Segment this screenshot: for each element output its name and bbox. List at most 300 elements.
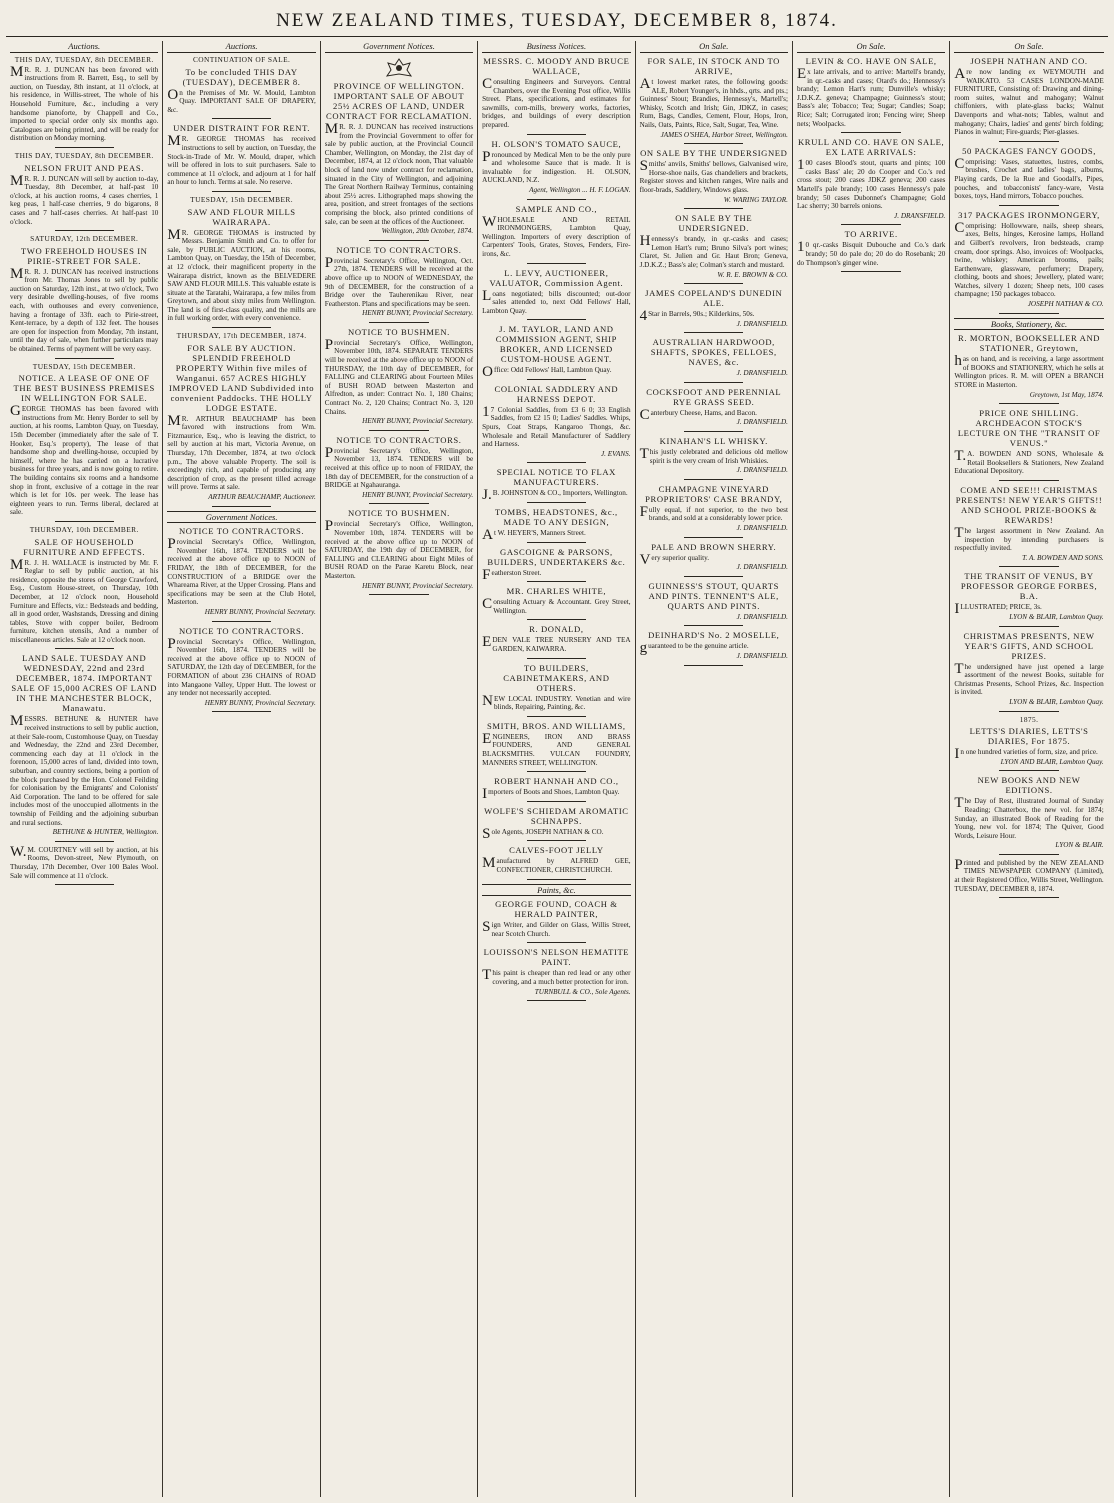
column-2	[163, 41, 320, 1497]
dateline: TUESDAY, 15th DECEMBER.	[32, 361, 136, 371]
advertisement	[640, 56, 788, 139]
ad-body: Sole Agents, JOSEPH NATHAN & CO.	[482, 825, 604, 842]
divider	[684, 382, 743, 383]
ad-body: MR. GEORGE THOMAS is instructed by Messrs. Benjamin Smith and Co. to offer for sale, by PUBLIC AUCTION, at his rooms, Lambton Quay, on Tuesday, the 15th of December, at 12 o'clock, their magnificent property in the Wairarapa district, known as the BELVEDERE SAW AND FLOUR MILLS. This valuable estate is situate at the Taratahi, Wairarapa, a few miles from Greytown, and about sixty miles from Wellington. The land is of first-class quality, and the mills are in full working order, with every convenience.	[167, 226, 316, 323]
column-heading: Auctions.	[167, 41, 315, 53]
advertisement	[167, 123, 315, 187]
divider	[999, 403, 1059, 404]
advertisement	[482, 721, 630, 767]
divider	[55, 884, 114, 885]
advertisement	[482, 663, 630, 712]
ad-body: At lowest market rates, the following goods: ALE, Robert Younger's, in hhds., qrts. and pts.; Guinness' Stout; Brandies, Hennessy's, Martell's; Whisky, Scotch and Irish; Gin, JDKZ, in cases; Rum, Bags, Candles, Cement, Flour, Hops, Iron, Nails, Oats, Paints, Rice, Salt, Sugar, Tea, Wine.	[639, 76, 788, 129]
headline: NOTICE TO CONTRACTORS.	[336, 244, 462, 255]
headline: 50 PACKAGES FANCY GOODS,	[962, 145, 1097, 156]
ad-signature: J. DRANSFIELD.	[736, 652, 788, 660]
ad-signature: HENRY BUNNY, Provincial Secretary.	[204, 607, 316, 616]
advertisement	[482, 384, 630, 459]
ad-signature: J. DRANSFIELD.	[736, 612, 788, 621]
divider	[527, 581, 586, 582]
ad-body: Provincial Secretary's Office, Wellington, November 16th, 1874. TENDERS will be received at the above office up to NOON of SATURDAY, the 12th day of DECEMBER, for the FORMATION of about 236 CHAINS of ROAD into Mangaone Valley, Upper Hutt. The lowest or any tender not necessarily accepted.	[167, 635, 316, 698]
headline: MR. CHARLES WHITE,	[506, 586, 607, 597]
dateline: 1875.	[1019, 714, 1039, 724]
ad-signature: Wellington, 20th October, 1874.	[381, 227, 474, 236]
ad-body: Are now landing ex WEYMOUTH and WAIKATO. 53 CASES LONDON-MADE FURNITURE, Consisting of: Drawing and dining-room suites, walnut and mahogany; Walnut chiffoniers, with plate-glass backs; Walnut Davenports and what-nots; Tables, walnut and mahogany; Chairs, ladies' and gents' birch folding; Pianos in walnut; Fire-guards; Pier-glasses.	[954, 66, 1104, 137]
advertisement	[954, 631, 1103, 707]
headline: R. DONALD,	[529, 624, 584, 635]
headline: COCKSFOOT AND PERENNIAL RYE GRASS SEED.	[646, 386, 782, 407]
divider	[369, 503, 428, 504]
ad-body: Provincial Secretary's Office, Wellington, November 10th, 1874. SEPARATE TENDERS will be received at the above office up to NOON of THURSDAY, the 10th day of DECEMBER, for FALLING and CLEARING about Fourteen Miles of BUSH ROAD between Masterton and Alfredton, as under: Contract No. 1, 180 Chains; Contract No. 2, 120 Chains; Contract No. 3, 120 Chains.	[324, 336, 474, 416]
divider	[527, 542, 586, 543]
column-heading: Government Notices.	[325, 41, 473, 53]
dateline: THURSDAY, 17th DECEMBER, 1874.	[176, 331, 307, 341]
divider	[212, 506, 271, 507]
advertisement	[640, 213, 788, 279]
advertisement	[482, 204, 630, 259]
ad-body: This justly celebrated and delicious old mellow spirit is the very cream of Irish Whiskies.	[639, 446, 788, 465]
headline: 317 PACKAGES IRONMONGERY,	[958, 209, 1100, 220]
divider	[55, 521, 114, 522]
divider	[55, 230, 114, 231]
divider	[527, 771, 586, 772]
headline: SAMPLE AND CO.,	[515, 203, 598, 214]
divider	[841, 271, 900, 272]
advertisement	[482, 899, 630, 938]
headline: MESSRS. C. MOODY AND BRUCE WALLACE,	[483, 56, 630, 76]
headline: To be concluded THIS DAY (TUESDAY), DECEMBER 8.	[182, 66, 301, 87]
ad-signature: J. DRANSFIELD.	[736, 369, 788, 378]
headline: AUSTRALIAN HARDWOOD, SHAFTS, SPOKES, FELLOES, NAVES, &c.	[650, 337, 777, 368]
ad-body: Featherston Street.	[482, 566, 542, 583]
headline: NOTICE TO CONTRACTORS.	[179, 625, 305, 636]
advertisement	[797, 56, 945, 128]
headline: LAND SALE. TUESDAY AND WEDNESDAY, 22nd and 23rd DECEMBER, 1874. IMPORTANT SALE OF 15,000 ACRES OF LAND IN THE MANCHESTER BLOCK, Manawatu.	[11, 653, 158, 714]
ad-body: GEORGE THOMAS has been favored with instructions from Mr. Henry Border to sell by auction, at his rooms, Lambton Quay, on Tuesday, 15th December (immediately after the sale of T. Hooker, Esq.'s property), The lease of that handsome shop and dwelling-house, occupied by himself, where he has carried on a lucrative business for three years, and is now going to retire. The building contains six rooms and a handsome shop in front, exclusive of a cottage in the rear which is let for 10s. per week. The lease has eighteen years to run. Terms liberal, declared at sale.	[10, 403, 159, 517]
masthead-rule	[6, 36, 1108, 37]
headline: NOTICE TO BUSHMEN.	[348, 508, 450, 519]
headline: PROVINCE OF WELLINGTON. IMPORTANT SALE OF ABOUT 25½ ACRES OF LAND, UNDER CONTRACT FOR RECLAMATION.	[326, 81, 472, 121]
headline: NOTICE. A LEASE OF ONE OF THE BEST BUSINESS PREMISES IN WELLINGTON FOR SALE.	[13, 373, 155, 404]
headline: COME AND SEE!!! CHRISTMAS PRESENTS! NEW YEAR'S GIFTS!! AND SCHOOL PRIZE-BOOKS & REWARDS!	[955, 485, 1103, 525]
divider	[212, 191, 271, 192]
headline: CHAMPAGNE VINEYARD PROPRIETORS' CASE BRANDY,	[645, 483, 783, 504]
divider	[527, 658, 586, 659]
advertisement	[954, 856, 1104, 893]
headline: R. MORTON, BOOKSELLER AND STATIONER, Greytown,	[958, 333, 1101, 354]
headline: TOMBS, HEADSTONES, &c., MADE TO ANY DESIGN,	[494, 507, 618, 528]
advertisement	[954, 485, 1103, 562]
divider	[999, 711, 1059, 712]
divider	[684, 431, 743, 432]
headline: TO ARRIVE.	[844, 229, 898, 240]
section-heading: Paints, &c.	[482, 884, 630, 897]
advertisement	[954, 775, 1103, 850]
headline: DEINHARD'S No. 2 MOSELLE,	[648, 630, 780, 641]
ad-body: MESSRS. BETHUNE & HUNTER have received instructions to sell by public auction, at their Sale-room, Customhouse Quay, on Tuesday and Wednesday, the 22nd and 23rd December, commencing each day at 11 o'clock in the forenoon, 15,000 acres of land, divided into town, suburban, and country sections, being a portion of the block purchased by the Hon. Colonel Feilding for colonisation by the Emigrants' and Colonists' Aid Corporation. The land to be offered for sale includes most of the unoccupied allotments in the township of Feilding and the adjoining suburban and rural sections.	[10, 713, 159, 827]
advertisement	[10, 653, 158, 836]
ad-body: Very superior quality.	[639, 551, 710, 568]
ad-body: EDEN VALE TREE NURSERY AND TEA GARDEN, KAIWARRA.	[482, 634, 631, 653]
ad-body: Provincial Secretary's Office, Wellington, November 16th, 1874. TENDERS will be received at the above office up to NOON of FRIDAY, the 18th of DECEMBER, for the CONSTRUCTION of a BRIDGE over the Whareama River, at the Upper Crossing. Plans and specifications may be seen at the Club Hotel, Masterton.	[167, 536, 316, 607]
advertisement	[167, 332, 315, 502]
headline: SAW AND FLOUR MILLS WAIRARAPA.	[187, 206, 296, 227]
divider	[684, 625, 743, 626]
advertisement	[482, 467, 630, 504]
divider	[369, 322, 428, 323]
headline: THE TRANSIT OF VENUS, BY PROFESSOR GEORGE FORBES, B.A.	[960, 571, 1098, 602]
ad-body: MR. GEORGE THOMAS has received instructions to sell by auction, on Tuesday, the Stock-in-Trade of Mr. W. Mould, draper, which will be offered in lots to suit purchasers. Sale to commence at 11 o'clock, and adjourn at 1 for half an hour to lunch. Terms at sale. No reserve.	[167, 133, 316, 187]
dateline: THIS DAY, TUESDAY, 8th DECEMBER.	[14, 55, 154, 64]
ad-signature: BETHUNE & HUNTER, Wellington.	[52, 828, 159, 837]
ad-signature: HENRY BUNNY, Provincial Secretary.	[362, 581, 474, 590]
ad-body: MR. ARTHUR BEAUCHAMP has been favored with instructions from Wm. Fitzmaurice, Esq., who is leaving the district, to sell by auction at his mart, Victoria Avenue, on Thursday, 17th December, 1874, at two o'clock p.m., The above valuable Property. The soil is exceedingly rich, and capable of producing any description of crop, as the present tilled acreage will prove. Terms at sale.	[167, 412, 316, 492]
headline: GUINNESS'S STOUT, QUARTS AND PINTS. TENNENT'S ALE, QUARTS AND PINTS.	[648, 580, 779, 611]
advertisement	[482, 776, 630, 803]
ad-body: MR. R. J. DUNCAN has received instructions from Mr. Thomas Jones to sell by public auction on Saturday, 12th inst., at two o'clock, Two very desirable dwelling-houses, of five rooms each, with outhouses and every convenience, having a frontage of 33ft. each to Pirie-street, Kent-terrace, by a depth of 132 feet. The houses are open for inspection from Monday, 7th instant, until the day of sale, when further particulars may be obtained. Terms of payment will be very easy.	[10, 265, 159, 354]
advertisement	[482, 947, 630, 996]
ad-body: At W. HEYER'S, Manners Street.	[482, 527, 586, 544]
ad-body: Provincial Secretary's Office, Wellington, Oct. 27th, 1874. TENDERS will be received at the above office up to NOON of WEDNESDAY, the 9th of DECEMBER, for the construction of a Bridge over the Tauherenikau River, near Featherston. Plans and specifications may be seen.	[324, 254, 474, 308]
ad-signature: HENRY BUNNY, Provincial Secretary.	[362, 309, 474, 318]
divider	[999, 205, 1059, 206]
ad-body: MR. R. J. DUNCAN has been favored with instructions from R. Barrett, Esq., to sell by auction, on Tuesday, 8th instant, at 11 o'clock, at his residence, in Willis-street, The whole of his Household Furniture, &c., including a very handsome pianoforte, by Chappell and Co., imported to special order only six months ago. Catalogues are being printed, and will be ready for distribution on Monday morning.	[10, 63, 159, 143]
ad-body: Provincial Secretary's Office, Wellington, November 10th, 1874. TENDERS will be received at the above office up to NOON of SATURDAY, the 19th day of DECEMBER, for FALLING and CLEARING about Eight Miles of BUSH ROAD on the Parae Karetu Block, near Masterton.	[324, 518, 474, 580]
ad-body: Printed and published by the NEW ZEALAND TIMES NEWSPAPER COMPANY (Limited), at their Registered Office, Willis Street, Wellington. TUESDAY, DECEMBER 8, 1874.	[954, 856, 1104, 893]
ad-signature: JAMES O'SHEA, Harbor Street, Wellington.	[660, 130, 788, 139]
divider	[212, 118, 271, 119]
ad-body: guaranteed to be the genuine article.	[639, 640, 749, 657]
column-heading: Business Notices.	[482, 41, 630, 53]
divider	[999, 854, 1059, 855]
divider	[369, 430, 428, 431]
divider	[527, 379, 586, 380]
divider	[684, 332, 743, 333]
column-heading: On Sale.	[954, 41, 1103, 53]
ad-body: Canterbury Cheese, Hams, and Bacon.	[639, 406, 757, 423]
headline: NOTICE TO CONTRACTORS.	[336, 434, 462, 445]
ad-body: The undersigned have just opened a large assortment of the newest Books, suitable for Christmas Presents, School Prizes, &c. Inspection is invited.	[954, 660, 1104, 697]
ad-body: W.M. COURTNEY will sell by auction, at his Rooms, Devon-street, New Plymouth, on Thursday, 17th December, Over 100 Bales Wool. Sale will commence at 11 o'clock.	[10, 843, 159, 880]
ad-body: Loans negotiated; bills discounted; out-door sales attended to, next Odd Fellows' Hall, Lambton Quay.	[482, 287, 631, 315]
ad-body: Fully equal, if not superior, to the two best brands, and sold at a considerably lower price.	[639, 503, 788, 523]
ad-signature: J. EVANS.	[600, 449, 631, 458]
divider	[212, 621, 271, 622]
headline: SPECIAL NOTICE TO FLAX MANUFACTURERS.	[496, 467, 616, 488]
advertisement	[954, 716, 1103, 767]
ad-signature: LYON & BLAIR.	[1055, 841, 1104, 850]
headline: LEVIN & CO. HAVE ON SALE,	[805, 56, 937, 66]
ad-body: 4Star in Barrels, 90s.; Kilderkins, 50s.	[639, 308, 755, 325]
divider	[369, 240, 428, 241]
divider	[684, 537, 743, 538]
divider	[527, 1000, 586, 1001]
ad-signature: Greytown, 1st May, 1874.	[1029, 390, 1104, 399]
headline: GEORGE FOUND, COACH & HERALD PAINTER,	[495, 899, 618, 920]
column-4	[478, 41, 635, 1497]
advertisement	[640, 288, 788, 328]
divider	[841, 132, 900, 133]
divider	[527, 716, 586, 717]
ad-body: MR. R. J. DUNCAN has received instructions from the Provincial Government to offer for sale by public auction, at the Provincial Council Chamber, Wellington, on Monday, the 21st day of December, 1874, at 12 o'clock noon, That valuable block of land now under contract for reclamation, situated in the City of Wellington, and adjoining The Great Northern Railway Terminus, containing about 25½ acres. Lithographed maps showing the area, position, and street frontages of the sections comprising the block, also printed conditions of sale, can be seen at the offices of the Auctioneer.	[324, 121, 474, 226]
advertisement	[640, 542, 788, 572]
advertisement	[640, 436, 788, 475]
divider	[527, 263, 586, 264]
advertisement	[10, 526, 158, 645]
columns	[6, 41, 1108, 1497]
divider	[212, 327, 271, 328]
advertisement	[325, 327, 473, 426]
headline: TO BUILDERS, CABINETMAKERS, AND OTHERS.	[503, 662, 610, 693]
ad-signature: HENRY BUNNY, Provincial Secretary.	[362, 417, 474, 426]
ad-signature: J. DRANSFIELD.	[736, 466, 788, 475]
headline: PRICE ONE SHILLING. ARCHDEACON STOCK'S LECTURE ON THE "TRANSIT OF VENUS."	[957, 408, 1101, 449]
divider	[527, 619, 586, 620]
column-heading: On Sale.	[640, 41, 788, 53]
ad-signature: HENRY BUNNY, Provincial Secretary.	[362, 490, 474, 499]
divider	[999, 480, 1059, 481]
divider	[684, 283, 743, 284]
ad-body: Provincial Secretary's Office, Wellington, November 13, 1874. TENDERS will be received at this office up to noon of FRIDAY, the 18th day of DECEMBER, for the construction of a BRIDGE at Ngahauranga.	[324, 444, 474, 490]
headline: H. OLSON'S TOMATO SAUCE,	[491, 138, 622, 149]
headline: L. LEVY, AUCTIONEER, VALUATOR, Commission Agent.	[489, 267, 624, 288]
ad-signature: J. DRANSFIELD.	[736, 319, 788, 328]
divider	[369, 594, 428, 595]
advertisement	[325, 245, 473, 318]
advertisement	[10, 363, 158, 517]
divider	[999, 566, 1059, 567]
headline: JAMES COPELAND'S DUNEDIN ALE.	[645, 288, 783, 309]
advertisement	[482, 56, 630, 130]
column-6	[793, 41, 950, 1497]
royal-crest-icon	[384, 57, 414, 79]
ad-body: Importers of Boots and Shoes, Lambton Quay.	[482, 786, 620, 803]
advertisement	[482, 324, 630, 381]
dateline: CONTINUATION OF SALE.	[192, 55, 291, 64]
ad-body: Ex late arrivals, and to arrive: Martell's brandy, in qr.-casks and cases; Otard's do.; Hennessy's brandy; Lemon Hart's rum; Dunville's whisky; J.D.K.Z. geneva; Champagne; Guinness's stout; Bass's ale; Tobacco; Tea; Sugar; Candles; Soap; Rice; Salt; Corrugated iron; Fencing wire; Sheep nets; Woolpacks.	[796, 66, 946, 128]
divider	[684, 208, 743, 209]
headline: CALVES-FOOT JELLY	[509, 845, 604, 856]
headline: NOTICE TO CONTRACTORS.	[179, 526, 305, 537]
advertisement	[482, 586, 630, 615]
section-heading: Books, Stationery, &c.	[954, 318, 1103, 331]
divider	[527, 199, 586, 200]
headline: WOLFE'S SCHIEDAM AROMATIC SCHNAPPS.	[484, 805, 629, 826]
headline: GASCOIGNE & PARSONS, BUILDERS, UNDERTAKERS &c.	[487, 546, 626, 567]
ad-signature: J. DRANSFIELD.	[736, 418, 788, 427]
headline: NEW BOOKS AND NEW EDITIONS.	[977, 775, 1081, 796]
advertisement	[954, 56, 1103, 137]
column-5	[636, 41, 793, 1497]
advertisement	[325, 508, 473, 590]
advertisement	[167, 526, 315, 616]
headline: FOR SALE BY AUCTION. SPLENDID FREEHOLD PROPERTY Within five miles of Wanganui. 657 ACRES HIGHLY IMPROVED LAND Subdivided into convenient Paddocks. THE HOLLY LODGE ESTATE.	[169, 342, 315, 413]
ad-body: Hennessy's brandy, in qr.-casks and cases; Lemon Hart's rum; Bruno Silva's port wines; Claret, St. Julien and Gr. Haut Bron; Geneva, J.D.K.Z.; Bass's ale; Colman's starch and mustard.	[639, 233, 788, 269]
ad-body: T.A. BOWDEN AND SONS, Wholesale & Retail Booksellers & Stationers, New Zealand Educational Depository.	[954, 448, 1104, 476]
ad-signature: W. R. E. BROWN & CO.	[717, 270, 788, 279]
column-1	[6, 41, 163, 1497]
advertisement	[482, 845, 630, 874]
headline: J. M. TAYLOR, LAND AND COMMISSION AGENT, SHIP BROKER, AND LICENSED CUSTOM-HOUSE AGENT.	[495, 324, 617, 365]
ad-body: ILLUSTRATED; PRICE, 3s.	[954, 601, 1042, 618]
ad-signature: JOSEPH NATHAN & CO.	[1027, 300, 1104, 309]
ad-signature: J. DRANSFIELD.	[894, 211, 946, 220]
advertisement	[797, 229, 945, 267]
advertisement	[482, 546, 630, 583]
column-3	[321, 41, 478, 1497]
ad-body: Manufactured by ALFRED GEE, CONFECTIONER, CHRISTCHURCH.	[482, 855, 631, 874]
divider	[527, 462, 586, 463]
divider	[684, 143, 743, 144]
ad-body: WHOLESALE AND RETAIL IRONMONGERS, Lambton Quay, Wellington. Importers of every description of Carpenters' Tools, Grates, Stoves, Fenders, Fire-irons, &c.	[482, 213, 631, 258]
divider	[212, 711, 271, 712]
advertisement	[797, 137, 945, 220]
divider	[684, 576, 743, 577]
divider	[527, 502, 586, 503]
advertisement	[954, 146, 1103, 201]
dateline: TUESDAY, 15th DECEMBER.	[190, 194, 293, 204]
headline: SALE OF HOUSEHOLD FURNITURE AND EFFECTS.	[23, 536, 146, 557]
divider	[684, 665, 743, 666]
headline: KINAHAN'S LL WHISKY.	[659, 436, 768, 447]
headline: SMITH, BROS. AND WILLIAMS,	[487, 720, 626, 731]
divider	[684, 479, 743, 480]
divider	[999, 313, 1059, 314]
headline: UNDER DISTRAINT FOR RENT.	[173, 123, 311, 134]
divider	[999, 897, 1059, 898]
ad-signature: LYON AND BLAIR, Lambton Quay.	[1000, 757, 1104, 766]
divider	[55, 648, 114, 649]
masthead: NEW ZEALAND TIMES, TUESDAY, DECEMBER 8, 1874.	[276, 10, 838, 31]
divider	[527, 134, 586, 135]
headline: LOUISSON'S NELSON HEMATITE PAINT.	[483, 947, 630, 968]
advertisement	[167, 56, 315, 114]
divider	[999, 141, 1059, 142]
ad-body: On the Premises of Mr. W. Mould, Lambton Quay. IMPORTANT SALE OF DRAPERY, &c.	[167, 86, 316, 114]
ad-signature: LYON & BLAIR, Lambton Quay.	[1009, 612, 1104, 621]
divider	[527, 879, 586, 880]
ad-body: Comprising: Vases, statuettes, lustres, combs, brushes, Crochet and ladies' bags, albums, Playing cards, De la Rue and Goodall's, Pipes, pouches, and tobacconists' fancy-ware, Vesta boxes, toys, Hand mirrors, Tobacco pouches.	[954, 155, 1104, 201]
ad-signature: J. DRANSFIELD.	[736, 524, 788, 533]
dateline: THIS DAY, TUESDAY, 8th DECEMBER.	[14, 150, 154, 160]
ad-body: The Day of Rest, illustrated Journal of Sunday Reading; Chatterbox, the new vol. for 1874; Sunday, an illustrated Book of Reading for the Young, new vol. for 1874; The Quiver, Good Words, Leisure Hour.	[954, 795, 1104, 840]
dateline: SATURDAY, 12th DECEMBER.	[30, 234, 139, 244]
advertisement	[640, 337, 788, 378]
headline: FOR SALE, IN STOCK AND TO ARRIVE,	[647, 56, 780, 76]
ad-signature: ARTHUR BEAUCHAMP, Auctioneer.	[208, 493, 316, 501]
ad-body: Smiths' anvils, Smiths' bellows, Galvanised wire, Horse-shoe nails, Gas chandeliers and brackets, Register stoves and kitchen ranges, Wire nails and floor-brads, Saddlery, Windows glass.	[639, 158, 788, 194]
divider	[527, 942, 586, 943]
advertisement	[954, 210, 1103, 309]
advertisement	[10, 152, 158, 226]
advertisement	[482, 805, 630, 842]
ad-body: Sign Writer, and Gilder on Glass, Willis Street, near Scotch Church.	[482, 919, 631, 938]
advertisement	[640, 484, 788, 533]
headline: LETTS'S DIARIES, LETTS'S DIARIES, For 1875.	[969, 726, 1089, 747]
column-heading: Auctions.	[10, 41, 158, 53]
section-heading: Government Notices.	[167, 511, 315, 524]
divider	[55, 147, 114, 148]
ad-body: In one hundred varieties of form, size, and price.	[954, 746, 1098, 763]
headline: ROBERT HANNAH AND CO.,	[494, 776, 619, 787]
advertisement	[954, 408, 1103, 476]
advertisement	[10, 235, 158, 354]
ad-body: 17 Colonial Saddles, from £3 6 0; 33 English Saddles, from £2 15 0; Ladies' Saddles. Whips, Spurs, Coat Straps, Kangaroo Thongs, &c. Wholesale and Retail Manufacturer of Saddlery and Harness.	[482, 403, 631, 449]
ad-body: MR. J. H. WALLACE is instructed by Mr. F. Reglar to sell by public auction, at his residence, opposite the stores of George Crawford, Esq., Custom House-street, on Thursday, 10th December, at 12 o'clock noon, Household Furniture and Effects, viz.: Bedsteads and bedding, all in good order, Washstands, Dressing and dining tables, Stove with copper boiler, Bedroom furniture, kitchen utensils, And a number of miscellaneous articles. Sale at 12 o'clock noon.	[10, 556, 159, 644]
advertisement	[325, 81, 473, 236]
ad-signature: TURNBULL & CO., Sole Agents.	[534, 987, 631, 996]
headline: PALE AND BROWN SHERRY.	[651, 541, 777, 552]
ad-body: Office: Odd Fellows' Hall, Lambton Quay.	[482, 364, 612, 381]
headline: ON SALE BY THE UNDERSIGNED	[640, 148, 788, 159]
ad-body: Consulting Actuary & Accountant. Grey Street, Wellington.	[482, 596, 631, 615]
ad-body: 10 qr.-casks Bisquit Dubouche and Co.'s dark brandy; 50 do pale do; 20 do do Rosebank; 20 do Thompson's ginger wine.	[796, 239, 946, 267]
ad-body: Comprising: Hollowware, nails, sheep shears, axes, Belts, hinges, Kerosine lamps, Holland and Gilbert's revolvers, Iron bedsteads, cramp cream, door springs. Also, invoices of: Woolpacks, twine, whiskey; American brooms, pails; Earthenware, glassware, perfumery; Drapery, clothing, boots and shoes; Jewellery, plated ware; Watches, silvery 1 dozen; Sheep nets, 100 cases champagne; 150 packages tobacco.	[954, 219, 1104, 299]
advertisement	[482, 139, 630, 195]
advertisement	[482, 268, 630, 316]
advertisement	[167, 196, 315, 323]
ad-body: 100 cases Blood's stout, quarts and pints; 100 casks Bass' ale; 20 do Cooper and Co.'s red cross stout; 200 cases JDKZ geneva; 200 cases Martell's pale brandy; 100 cases Hennessy's pale brandy; 50 cases Dubonnet's Champagne; Gold Lac sherry; 30 barrels onions.	[796, 157, 946, 211]
divider	[999, 770, 1059, 771]
divider	[527, 801, 586, 802]
ad-signature: HENRY BUNNY, Provincial Secretary.	[204, 698, 316, 707]
headline: COLONIAL SADDLERY AND HARNESS DEPOT.	[494, 383, 619, 404]
divider	[527, 840, 586, 841]
advertisement	[640, 148, 788, 204]
advertisement	[482, 507, 630, 544]
dateline: THURSDAY, 10th DECEMBER.	[29, 524, 139, 534]
ad-signature: LYON & BLAIR, Lambton Quay.	[1009, 697, 1104, 706]
divider	[527, 319, 586, 320]
column-7	[950, 41, 1107, 1497]
headline: ON SALE BY THE UNDERSIGNED.	[675, 213, 753, 234]
advertisement	[167, 626, 315, 708]
headline: NOTICE TO BUSHMEN.	[348, 326, 450, 337]
divider	[841, 224, 900, 225]
ad-signature: T. A. BOWDEN AND SONS.	[1022, 553, 1104, 562]
ad-body: NEW LOCAL INDUSTRY. Venetian and wire blinds, Repairing, Painting, &c.	[482, 692, 631, 712]
advertisement	[640, 387, 788, 427]
ad-signature: W. WARING TAYLOR.	[723, 195, 788, 204]
advertisement	[10, 56, 158, 143]
advertisement	[954, 571, 1103, 621]
advertisement	[640, 630, 788, 660]
headline: NELSON FRUIT AND PEAS.	[24, 162, 144, 173]
ad-body: Pronounced by Medical Men to be the only pure and wholesome Sauce that is made. It is invaluable for indigestion. H. OLSON, AUCKLAND, N.Z.	[482, 148, 631, 185]
headline: JOSEPH NATHAN AND CO.	[970, 56, 1088, 66]
ad-signature: J. DRANSFIELD.	[736, 563, 788, 572]
advertisement	[325, 435, 473, 500]
ad-body: ENGINEERS, IRON AND BRASS FOUNDERS, AND GENERAL BLACKSMITHS. VULCAN FOUNDRY, MANNERS STREET, WELLINGTON.	[482, 730, 631, 767]
divider	[55, 358, 114, 359]
ad-body: Consulting Engineers and Surveyors. Central Chambers, over the Evening Post office, Willis Street. Plans, specifications, and estimates for sawmills, corn-mills, brewery works, factories, bridges, and buildings of every description prepared.	[482, 76, 631, 129]
ad-body: The largest assortment in New Zealand. An inspection by intending purchasers is respectfully invited.	[954, 525, 1104, 553]
divider	[999, 626, 1059, 627]
ad-body: MR. R. J. DUNCAN will sell by auction to-day, Tuesday, 8th December, at half-past 10 o'clock, at his auction rooms, 4 cases cherries, 1 keg peas, 1 half-case cherries, 9 do bigarons, 8 cases and 7 half-cases cherries. At half-past 10 o'clock.	[10, 172, 159, 226]
advertisement	[640, 581, 788, 622]
advertisement	[954, 333, 1103, 399]
ad-body: J.B. JOHNSTON & CO., Importers, Wellington.	[482, 487, 628, 504]
headline: TWO FREEHOLD HOUSES IN PIRIE-STREET FOR SALE.	[20, 245, 148, 266]
headline: CHRISTMAS PRESENTS, NEW YEAR'S GIFTS, AND SCHOOL PRIZES.	[963, 630, 1095, 661]
advertisement	[10, 843, 159, 880]
advertisement	[482, 624, 630, 653]
ad-signature: Agent, Wellington ... H. F. LOGAN.	[529, 185, 631, 194]
headline: KRULL AND CO. HAVE ON SALE, EX LATE ARRIVALS:	[797, 137, 945, 158]
column-heading: On Sale.	[797, 41, 945, 53]
ad-body: has on hand, and is receiving, a large assortment of BOOKS and STATIONERY, which he sells at Wellington prices. R. M. will OPEN a BRANCH STORE in Masterton.	[954, 353, 1104, 390]
ad-body: This paint is cheaper than red lead or any other covering, and a much better protection for iron.	[482, 967, 631, 986]
divider	[55, 841, 114, 842]
